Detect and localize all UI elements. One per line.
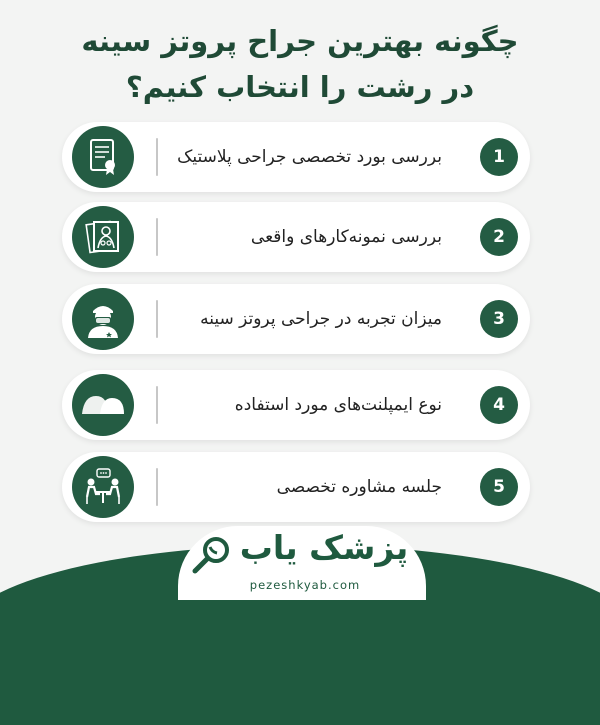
brand-name: پزشک یاب — [239, 528, 409, 567]
item-number: 4 — [480, 386, 518, 424]
certificate-icon — [72, 126, 134, 188]
brand-url: pezeshkyab.com — [249, 578, 361, 592]
divider — [156, 468, 158, 506]
item-number: 3 — [480, 300, 518, 338]
item-number: 5 — [480, 468, 518, 506]
magnifier-logo-icon — [190, 534, 236, 576]
divider — [156, 218, 158, 256]
divider — [156, 300, 158, 338]
item-number: 1 — [480, 138, 518, 176]
item-label: بررسی بورد تخصصی جراحی پلاستیک — [177, 147, 442, 167]
consultation-icon — [72, 456, 134, 518]
divider — [156, 386, 158, 424]
title-line-1: چگونه بهترین جراح پروتز سینه — [81, 24, 519, 58]
photo-portfolio-icon — [72, 206, 134, 268]
list-item-5 — [62, 452, 530, 522]
surgeon-icon — [72, 288, 134, 350]
page-title — [0, 18, 600, 110]
item-label: جلسه مشاوره تخصصی — [276, 477, 442, 497]
divider — [156, 138, 158, 176]
list-item-3 — [62, 284, 530, 354]
item-label: بررسی نمونه‌کارهای واقعی — [250, 227, 442, 247]
title-line-2: در رشت را انتخاب کنیم؟ — [125, 70, 475, 104]
item-label: نوع ایمپلنت‌های مورد استفاده — [234, 395, 442, 415]
item-label: میزان تجربه در جراحی پروتز سینه — [200, 309, 442, 329]
implants-icon — [72, 374, 134, 436]
list-item-1 — [62, 122, 530, 192]
list-item-4 — [62, 370, 530, 440]
item-number: 2 — [480, 218, 518, 256]
list-item-2 — [62, 202, 530, 272]
